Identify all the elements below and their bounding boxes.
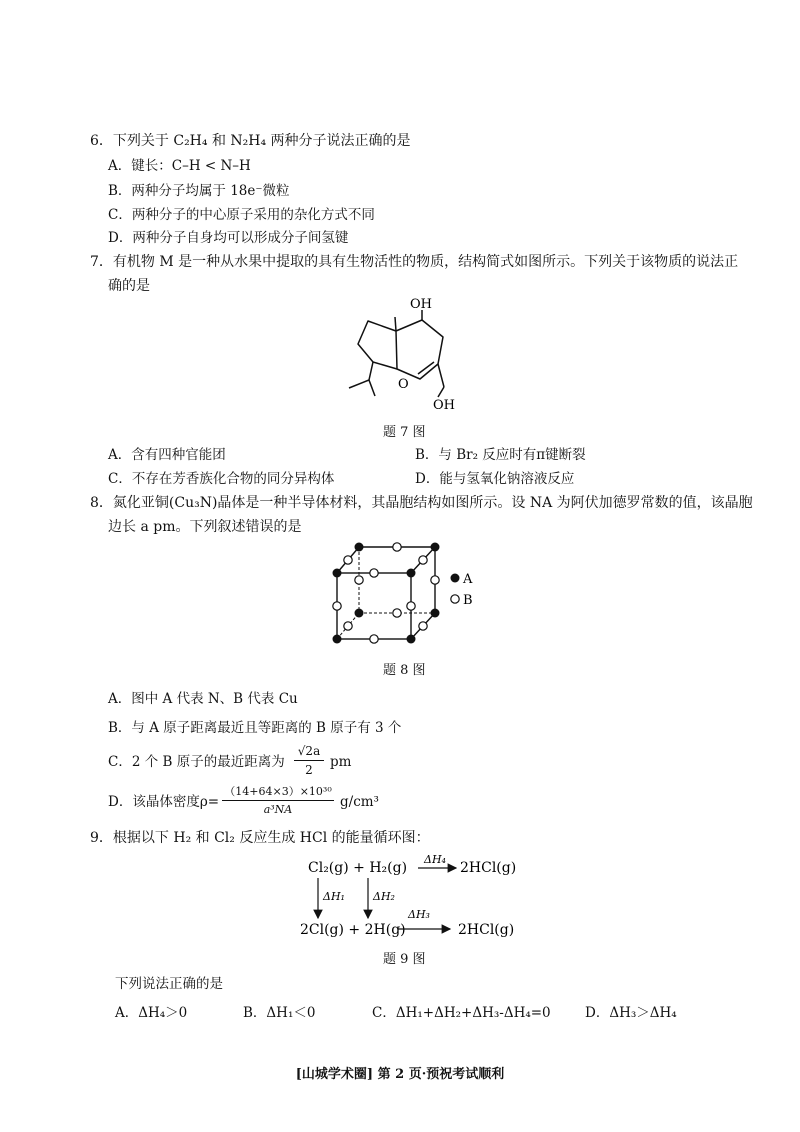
- q8-option-c-fraction-bar: [294, 760, 324, 761]
- q8-option-c-prefix: C．2 个 B 原子的最近距离为: [108, 754, 285, 770]
- q9-caption: 题 9 图: [383, 952, 426, 967]
- q9-product-top: 2HCl(g): [460, 860, 517, 876]
- q8-legend-a-marker: [451, 574, 460, 583]
- q8-caption: 题 8 图: [383, 663, 426, 678]
- q8-option-a: A．图中 A 代表 N、B 代表 Cu: [108, 691, 298, 707]
- q8-legend-b-marker: [451, 595, 459, 603]
- q7-caption: 题 7 图: [383, 425, 426, 440]
- q9-option-c: C．ΔH₁+ΔH₂+ΔH₃-ΔH₄=0: [372, 1005, 551, 1021]
- q9-reactants: Cl₂(g) + H₂(g): [308, 860, 408, 876]
- q7-ch2-bond: [438, 364, 444, 387]
- q9-option-a: A．ΔH₄＞0: [115, 1005, 188, 1021]
- q7-option-b: B．与 Br₂ 反应时有π键断裂: [415, 447, 586, 463]
- q8-option-d-prefix: D．该晶体密度ρ=: [108, 794, 220, 810]
- q8-option-c-denominator: 2: [305, 763, 313, 777]
- q8-option-c-numerator: √2a: [297, 744, 321, 758]
- q9-option-d: D．ΔH₃＞ΔH₄: [585, 1005, 677, 1021]
- q6-option-d: D．两种分子自身均可以形成分子间氢键: [108, 230, 349, 246]
- q6-option-a: A．键长：C–H < N–H: [108, 158, 251, 174]
- q9-prompt: 下列说法正确的是: [115, 976, 223, 992]
- q7-stem-line2: 确的是: [108, 278, 150, 294]
- q9-label-dh3: ΔH₃: [408, 908, 430, 921]
- q8-option-d-unit: g/cm³: [340, 794, 379, 810]
- q8-stem-line2: 边长 a pm。下列叙述错误的是: [108, 519, 302, 535]
- q7-label-oh-top: OH: [410, 297, 432, 312]
- q6-stem: 6．下列关于 C₂H₄ 和 N₂H₄ 两种分子说法正确的是: [90, 133, 411, 149]
- q7-seven-ring: [396, 320, 443, 379]
- q7-option-a: A．含有四种官能团: [108, 447, 226, 463]
- q8-option-b: B．与 A 原子距离最近且等距离的 B 原子有 3 个: [108, 720, 402, 736]
- q7-oh-bond-bottom: [438, 387, 444, 397]
- q7-isopropyl-arm-left: [349, 380, 369, 388]
- q7-double-bond: [418, 362, 434, 374]
- q8-option-c-unit: pm: [330, 754, 352, 770]
- q8-option-d-fraction-bar: [222, 800, 334, 801]
- q9-label-dh4: ΔH₄: [424, 853, 446, 866]
- q7-isopropyl-arm-right: [369, 380, 375, 396]
- q7-label-oh-bottom: OH: [433, 398, 455, 413]
- q8-stem-line1: 8．氮化亚铜(Cu₃N)晶体是一种半导体材料，其晶胞结构如图所示。设 NA 为阿伏加德罗常数的值，该晶胞: [90, 495, 753, 511]
- q9-atoms: 2Cl(g) + 2H(g): [300, 922, 406, 938]
- q8-legend-b-label: B: [463, 593, 473, 608]
- q8-legend-a-label: A: [463, 572, 473, 587]
- q6-option-b: B．两种分子均属于 18e⁻微粒: [108, 183, 290, 199]
- q7-option-d: D．能与氢氧化钠溶液反应: [415, 471, 575, 487]
- page-footer: [山城学术圈] 第 2 页·预祝考试顺利: [295, 1067, 505, 1082]
- q7-stem-line1: 7．有机物 M 是一种从水果中提取的具有生物活性的物质，结构简式如图所示。下列关于该物质的说法正: [90, 254, 739, 270]
- q7-isopropyl-bond: [369, 362, 373, 380]
- q6-option-c: C．两种分子的中心原子采用的杂化方式不同: [108, 207, 375, 223]
- q9-stem: 9．根据以下 H₂ 和 Cl₂ 反应生成 HCl 的能量循环图：: [90, 830, 430, 846]
- q9-label-dh1: ΔH₁: [323, 890, 345, 903]
- q8-option-d-numerator: （14+64×3）×10³⁰: [224, 785, 332, 798]
- q8-unit-cell-figure: [325, 538, 485, 648]
- q7-methyl: [395, 317, 396, 331]
- q9-label-dh2: ΔH₂: [373, 890, 395, 903]
- q9-product-bottom: 2HCl(g): [458, 922, 515, 938]
- q9-option-b: B．ΔH₁＜0: [243, 1005, 316, 1021]
- q7-structure-figure: [335, 292, 485, 417]
- q7-five-ring: [358, 321, 397, 369]
- q8-option-d-denominator: a³NA: [263, 803, 293, 816]
- q7-option-c: C．不存在芳香族化合物的同分异构体: [108, 471, 335, 487]
- q9-energy-cycle-diagram: [290, 850, 530, 942]
- q7-label-o: O: [398, 377, 409, 392]
